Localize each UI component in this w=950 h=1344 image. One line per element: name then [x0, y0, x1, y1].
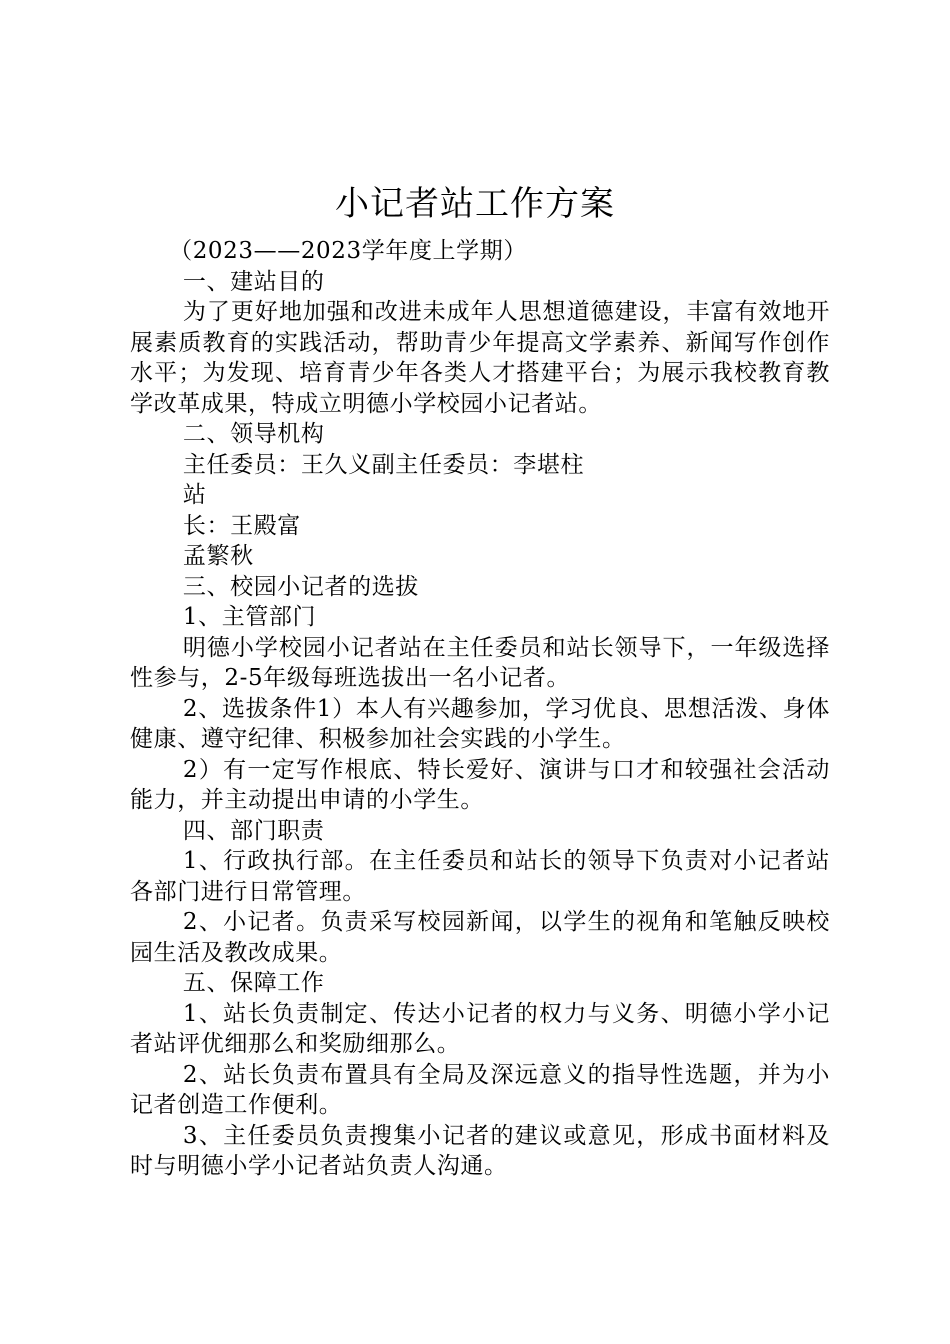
- leadership-station-label: 站: [182, 482, 207, 508]
- paragraph-purpose: 为了更好地加强和改进未成年人思想道德建设，丰富有效地开展素质教育的实践活动，帮助青少年提高文学素养、新闻写作创作水平；为发现、培育青少年各类人才搭建平台；为展示我校教育教学改革成果，特成立明德小学校园小记者站。: [130, 299, 830, 417]
- paragraph-selection-criteria-1: 2、选拔条件1）本人有兴趣参加，学习优良、思想活泼、身体健康、遵守纪律、积极参加社会实践的小学生。: [130, 695, 830, 752]
- school-year-line: （2023——2023学年度上学期）: [169, 238, 527, 264]
- section-heading-leadership: 二、领导机构: [182, 421, 325, 447]
- section-heading-purpose: 一、建站目的: [182, 268, 325, 295]
- paragraph-duty-reporter: 2、小记者。负责采写校园新闻，以学生的视角和笔触反映校园生活及教改成果。: [130, 909, 830, 966]
- section-heading-duties: 四、部门职责: [182, 817, 325, 844]
- paragraph-duty-admin: 1、行政执行部。在主任委员和站长的领导下负责对小记者站各部门进行日常管理。: [130, 848, 830, 905]
- subheading-department: 1、主管部门: [182, 604, 317, 630]
- document-title: 小记者站工作方案: [335, 184, 615, 224]
- document-body: [130, 236, 830, 1182]
- paragraph-department: 明德小学校园小记者站在主任委员和站长领导下，一年级选择性参与，2-5年级每班选拔出一名小记者。: [130, 634, 830, 691]
- section-heading-support: 五、保障工作: [182, 970, 325, 996]
- leadership-committee-line: 主任委员：王久义副主任委员：李堪柱: [182, 451, 585, 478]
- section-heading-selection: 三、校园小记者的选拔: [182, 573, 419, 600]
- paragraph-support-1: 1、站长负责制定、传达小记者的权力与义务、明德小学小记者站评优细那么和奖励细那么。: [130, 1000, 830, 1057]
- paragraph-support-3: 3、主任委员负责搜集小记者的建议或意见，形成书面材料及时与明德小学小记者站负责人沟通。: [130, 1122, 830, 1179]
- paragraph-support-2: 2、站长负责布置具有全局及深远意义的指导性选题，并为小记者创造工作便利。: [130, 1061, 830, 1118]
- paragraph-selection-criteria-2: 2）有一定写作根底、特长爱好、演讲与口才和较强社会活动能力，并主动提出申请的小学生。: [130, 756, 830, 813]
- leadership-member: 孟繁秋: [182, 543, 254, 569]
- leadership-station-head: 长：王殿富: [182, 512, 301, 539]
